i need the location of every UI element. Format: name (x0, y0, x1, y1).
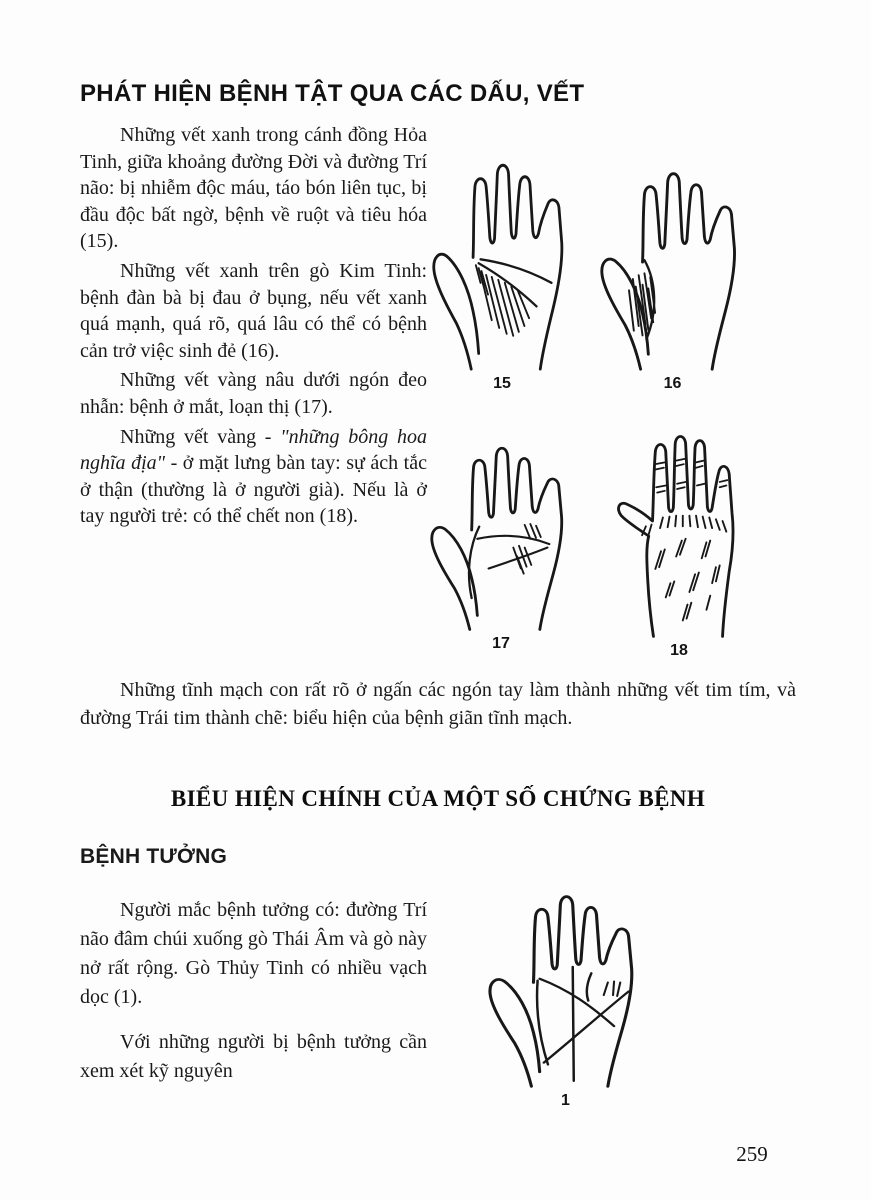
hand-illustration-17 (430, 415, 572, 633)
paragraph-part-normal: - ở mặt lưng bàn tay: sự ách tắc ở thận (thường là ở người già). Nếu là ở tay người trẻ: có thể chết non (18). (80, 452, 427, 528)
paragraph-hypochondria-continued: Với những người bị bệnh tưởng cần xem xét kỹ nguyên (80, 1031, 427, 1082)
hand-illustration-18 (608, 418, 750, 640)
figure-1 (488, 862, 643, 1110)
page-number: 259 (736, 1142, 768, 1166)
paragraph-part-normal: Những vết vàng - (120, 425, 281, 448)
figure-17 (430, 415, 572, 653)
page-title: PHÁT HIỆN BỆNH TẬT QUA CÁC DẤU, VẾT (80, 80, 585, 107)
figure-16 (600, 138, 745, 393)
section2-subtitle: BỆNH TƯỞNG (80, 845, 228, 868)
paragraph-varicose-veins: Những tĩnh mạch con rất rõ ở ngấn các ngón tay làm thành những vết tim tím, và đường Trái tim thành chẽ: biểu hiện của bệnh giãn tĩnh mạch. (80, 679, 796, 729)
paragraph-marks-yellow-flowers (80, 424, 427, 530)
paragraph-marks-venus-mount: Những vết xanh trên gò Kim Tinh: bệnh đàn bà bị đau ở bụng, nếu vết xanh quá mạnh, quá rõ, quá lâu có thể có bệnh cản trở việc sinh đẻ (16). (80, 259, 427, 362)
paragraph-marks-ring-finger: Những vết vàng nâu dưới ngón đeo nhẫn: bệnh ở mắt, loạn thị (17). (80, 369, 427, 418)
section2-title: BIỂU HIỆN CHÍNH CỦA MỘT SỐ CHỨNG BỆNH (170, 786, 706, 811)
figure-16-label: 16 (663, 375, 682, 392)
hand-illustration-16 (600, 138, 745, 373)
hand-illustration-15 (432, 128, 572, 373)
paragraph-hypochondria-signs: Người mắc bệnh tưởng có: đường Trí não đâm chúi xuống gò Thái Âm và gò này nở rất rộng. Gò Thủy Tinh có nhiều vạch dọc (1). (80, 899, 427, 1008)
figure-18-label: 18 (670, 642, 688, 659)
section1-fullwidth-text (80, 676, 796, 732)
paragraph-marks-mars-plain: Những vết xanh trong cánh đồng Hỏa Tinh, giữa khoảng đường Đời và đường Trí não: bị nhiễm độc máu, táo bón liên tục, bị đầu độc bất ngờ, bệnh về ruột và tiêu hóa (15). (80, 124, 427, 253)
section2-text-column (80, 896, 427, 1089)
figure-15-label: 15 (493, 375, 511, 392)
hand-illustration-1 (488, 862, 643, 1090)
paragraph-part-italic-quote: "những bông hoa nghĩa địa" (80, 425, 427, 475)
figure-15 (432, 128, 572, 393)
section1-text-column (80, 122, 427, 533)
figure-1-label: 1 (561, 1092, 570, 1109)
figure-17-label: 17 (492, 635, 510, 652)
figure-18 (608, 418, 750, 660)
